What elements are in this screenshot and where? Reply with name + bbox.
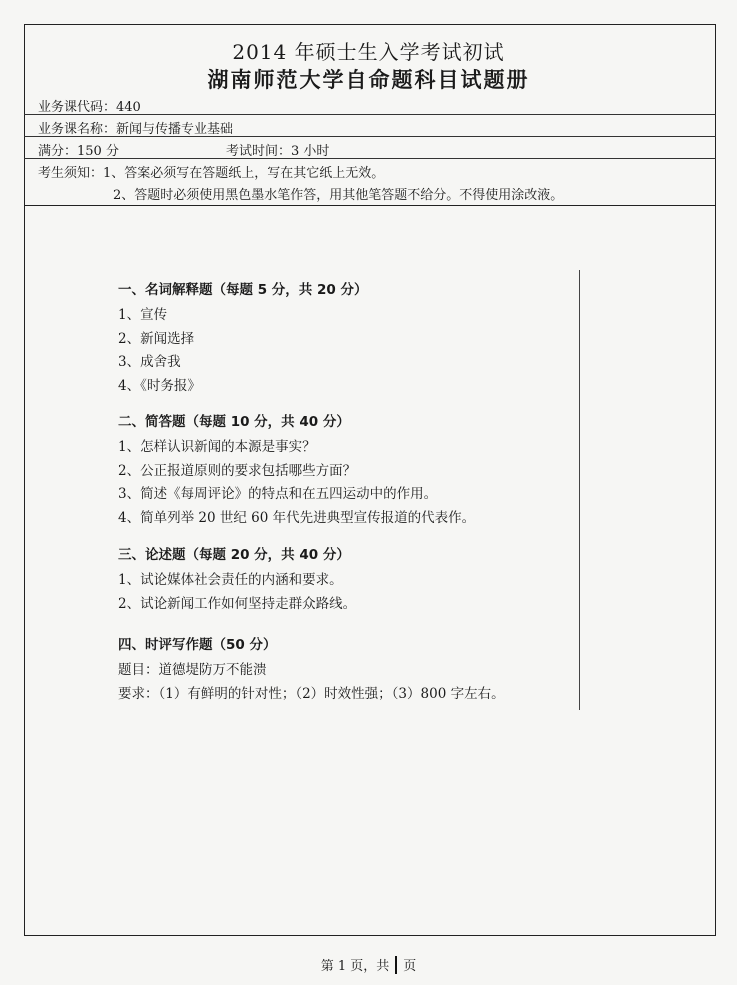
course-code: 业务课代码：440: [38, 100, 141, 115]
question-item: 4、简单列举 20 世纪 60 年代先进典型宣传报道的代表作。: [118, 509, 476, 526]
page-number-left: 第 1 页，共: [320, 959, 390, 974]
page-footer: [0, 955, 737, 974]
handwritten-mark: [395, 956, 397, 974]
exam-title: 2014 年硕士生入学考试初试: [232, 40, 505, 64]
question-item: 题目：道德堤防万不能溃: [118, 662, 267, 678]
section-essay: [118, 543, 356, 616]
question-item: 4、《时务报》: [118, 377, 201, 394]
divider: [24, 158, 716, 159]
header-separator: [24, 205, 716, 206]
section-heading: 二、简答题（每题 10 分，共 40 分）: [118, 414, 350, 430]
section-heading: 一、名词解释题（每题 5 分，共 20 分）: [118, 282, 368, 298]
section-commentary: [118, 633, 505, 706]
question-item: 1、宣传: [118, 307, 168, 323]
question-item: 要求：（1）有鲜明的针对性；（2）时效性强；（3）800 字左右。: [118, 685, 505, 702]
page-number-right: 页: [403, 959, 417, 974]
notice-line-1: 考生须知：1、答案必须写在答题纸上，写在其它纸上无效。: [38, 166, 385, 181]
question-item: 2、新闻选择: [118, 330, 195, 347]
exam-time: 考试时间：3 小时: [226, 144, 330, 159]
question-item: 1、试论媒体社会责任的内涵和要求。: [118, 572, 343, 588]
course-name: 业务课名称：新闻与传播专业基础: [38, 122, 234, 137]
section-heading: 四、时评写作题（50 分）: [118, 637, 277, 653]
scan-margin-line: [579, 270, 580, 710]
question-item: 3、简述《每周评论》的特点和在五四运动中的作用。: [118, 486, 438, 502]
notice-line-2: 2、答题时必须使用黑色墨水笔作答，用其他笔答题不给分。不得使用涂改液。: [113, 188, 564, 203]
question-item: 1、怎样认识新闻的本源是事实？: [118, 439, 316, 455]
section-terms: [118, 278, 367, 398]
exam-subtitle: 湖南师范大学自命题科目试题册: [207, 68, 530, 92]
question-item: 3、成舍我: [118, 354, 181, 370]
section-short-answer: [118, 410, 475, 530]
full-score: 满分：150 分: [38, 144, 119, 159]
question-item: 2、试论新闻工作如何坚持走群众路线。: [118, 595, 357, 612]
section-heading: 三、论述题（每题 20 分，共 40 分）: [118, 547, 350, 563]
question-item: 2、公正报道原则的要求包括哪些方面？: [118, 462, 357, 479]
